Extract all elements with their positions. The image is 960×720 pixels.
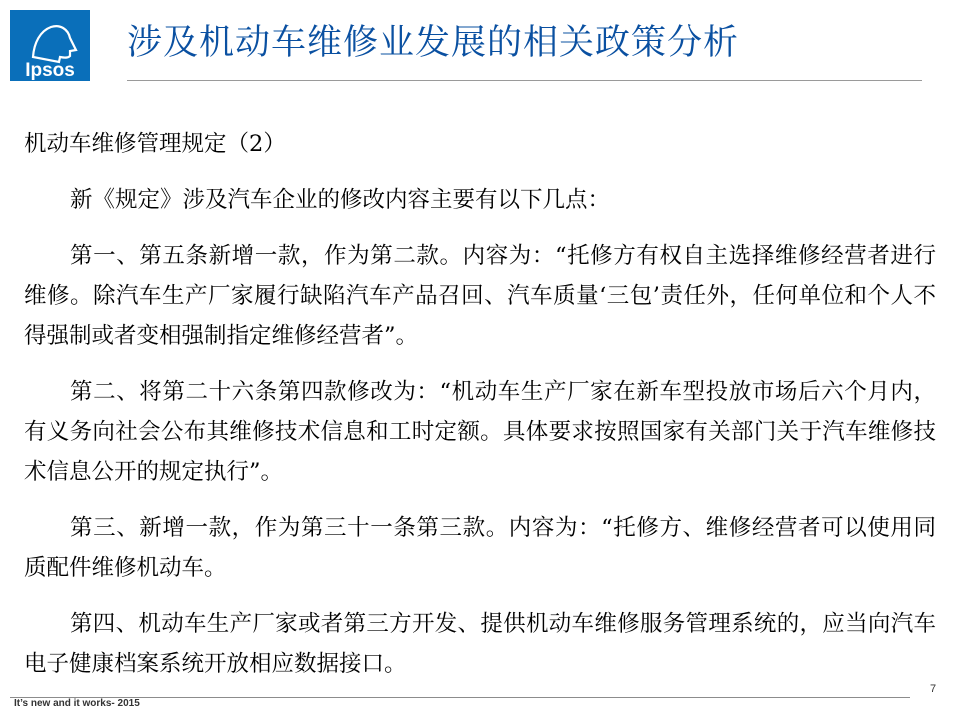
ipsos-logo: [10, 10, 90, 81]
footer-divider: [10, 697, 910, 698]
page-number: 7: [930, 683, 937, 695]
title-divider: [127, 80, 922, 81]
ipsos-logo-mark: [10, 10, 90, 81]
point-four-paragraph: 第四、机动车生产厂家或者第三方开发、提供机动车维修服务管理系统的，应当向汽车电子健康档案系统开放相应数据接口。: [24, 611, 936, 677]
slide-body: [24, 124, 936, 700]
point-two-paragraph: 第二、将第二十六条第四款修改为：“机动车生产厂家在新车型投放市场后六个月内，有义务向社会公布其维修技术信息和工时定额。具体要求按照国家有关部门关于汽车维修技术信息公开的规定执行”。: [24, 379, 936, 485]
point-three-paragraph: 第三、新增一款，作为第三十一条第三款。内容为：“托修方、维修经营者可以使用同质配件维修机动车。: [24, 515, 936, 581]
footer-tagline: It’s new and it works- 2015: [14, 698, 140, 709]
section-subheading: 机动车维修管理规定（2）: [24, 131, 286, 157]
intro-paragraph: 新《规定》涉及汽车企业的修改内容主要有以下几点：: [70, 187, 611, 213]
point-one-paragraph: 第一、第五条新增一款，作为第二款。内容为：“托修方有权自主选择维修经营者进行维修。除汽车生产厂家履行缺陷汽车产品召回、汽车质量‘三包’责任外，任何单位和个人不得强制或者变相强制指定维修经营者”。: [24, 243, 936, 349]
logo-wordmark: Ipsos: [25, 60, 75, 81]
slide-title: 涉及机动车维修业发展的相关政策分析: [127, 23, 740, 63]
